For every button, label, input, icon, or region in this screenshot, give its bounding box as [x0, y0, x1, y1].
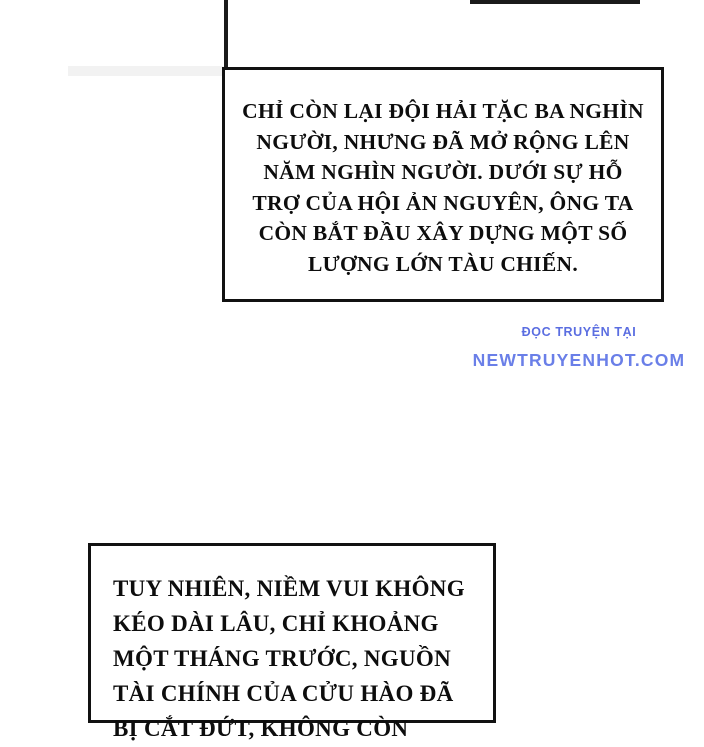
- panel-shade: [68, 66, 224, 76]
- panel-fragment-top-right: [470, 0, 640, 4]
- panel-fragment-top-left: [68, 0, 228, 70]
- caption-box-lower: [88, 543, 496, 741]
- watermark-line2: NEWTRUYENHOT.COM: [472, 350, 686, 370]
- watermark-line1: ĐỌC TRUYỆN TẠI: [521, 325, 637, 339]
- caption-text-lower: TUY NHIÊN, NIỀM VUI KHÔNG KÉO DÀI LÂU, CHỈ KHOẢNG MỘT THÁNG TRƯỚC, NGUỒN TÀI CHÍNH CỦA CỬU HÀO ĐÃ BỊ CẮT ĐỨT, KHÔNG CÒN: [113, 576, 465, 741]
- caption-text-upper: CHỈ CÒN LẠI ĐỘI HẢI TẶC BA NGHÌN NGƯỜI, NHƯNG ĐÃ MỞ RỘNG LÊN NĂM NGHÌN NGƯỜI. DƯỚI SỰ HỖ TRỢ CỦA HỘI ẢN NGUYÊN, ÔNG TA CÒN BẮT ĐẦU XÂY DỰNG MỘT SỐ LƯỢNG LỚN TÀU CHIẾN.: [242, 99, 644, 276]
- caption-box-upper: [222, 67, 664, 302]
- watermark: [466, 325, 692, 370]
